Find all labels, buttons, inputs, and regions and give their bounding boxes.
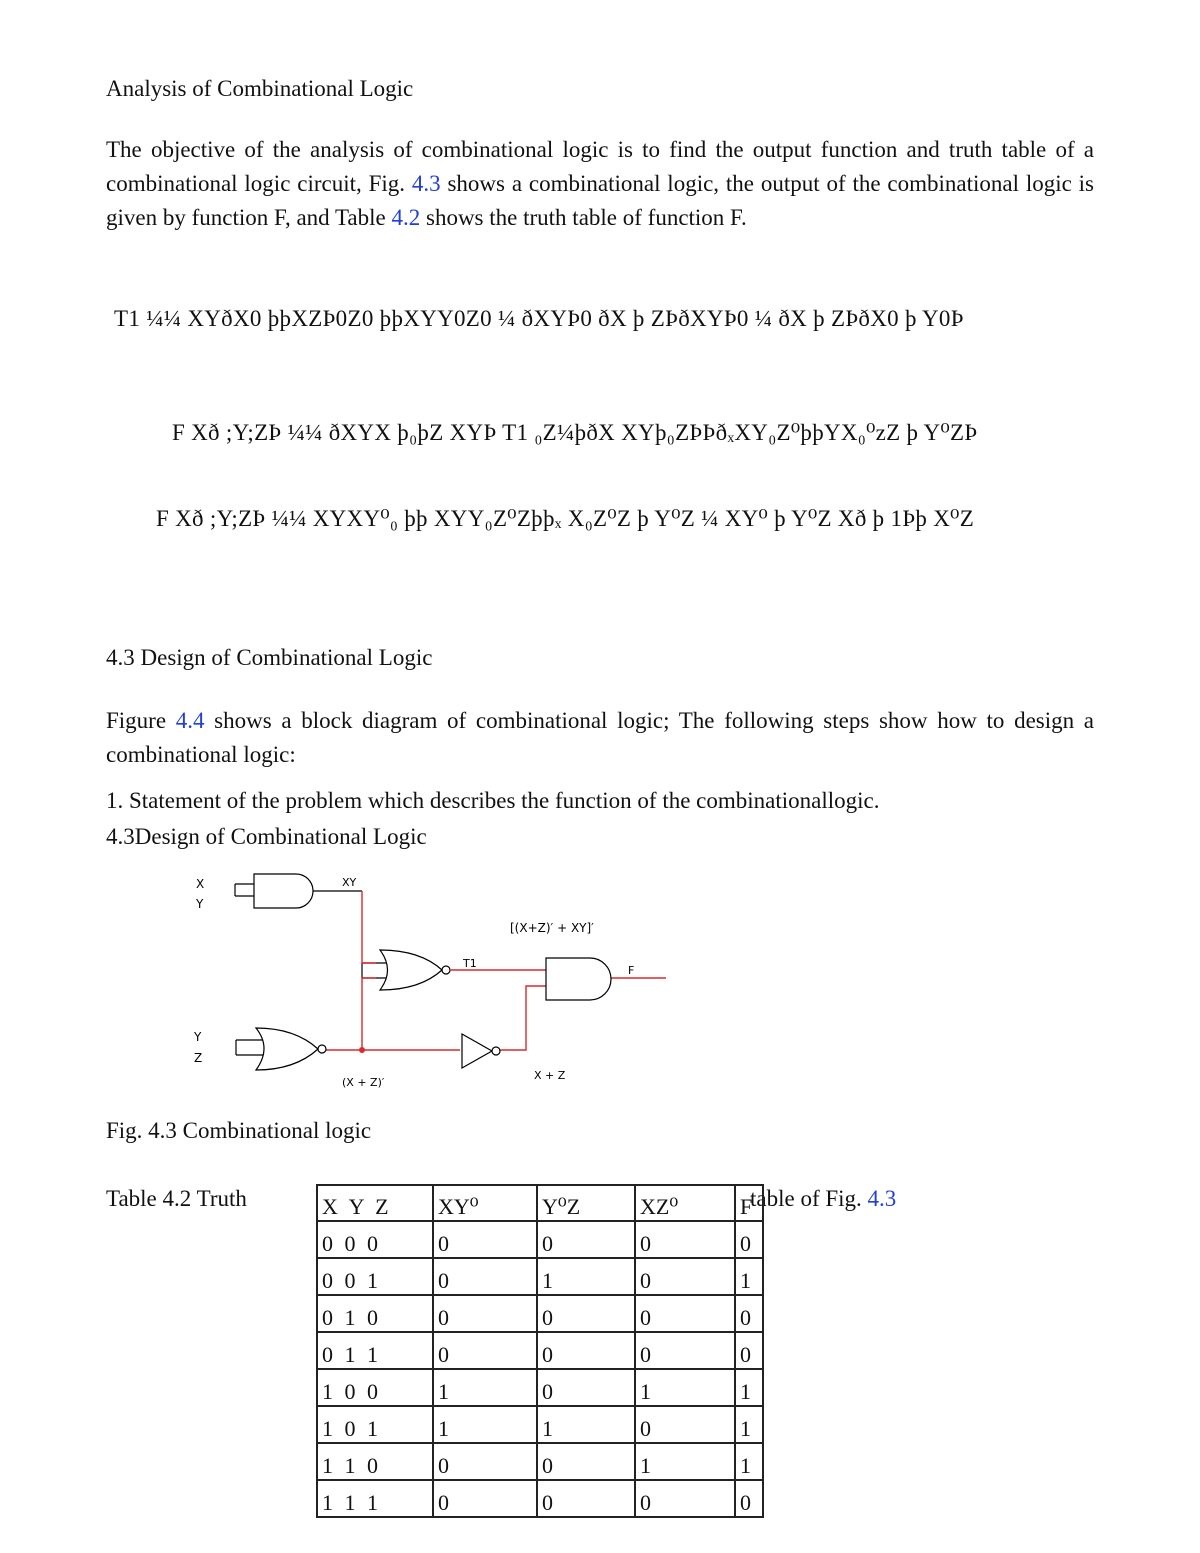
nor-gate-xz <box>236 1028 326 1070</box>
figure-ref-link[interactable]: 4.3 <box>411 171 441 196</box>
cell-f: 1 <box>735 1443 763 1480</box>
intro-text-3: shows the truth table of function F. <box>420 205 747 230</box>
equation-f-2: F Xð ;Y;ZÞ ¼¼ XYXY⁰₀ þþ XYY₀Z⁰Zþþₓ X₀Z⁰Z þ Y⁰Z ¼ XY⁰ þ Y⁰Z Xð þ 1Þþ X⁰Z <box>156 506 975 531</box>
header-xz-prime: XZ⁰ <box>635 1185 735 1221</box>
table-caption-right-text: table of Fig. <box>750 1186 868 1211</box>
cell-xz-prime: 0 <box>635 1332 735 1369</box>
cell-xyz: 1 1 1 <box>317 1480 433 1517</box>
cell-xy-prime: 0 <box>433 1332 537 1369</box>
table-row <box>317 1406 763 1443</box>
cell-y-prime-z: 1 <box>537 1406 635 1443</box>
header-xy-prime: XY⁰ <box>433 1185 537 1221</box>
label-x-plus-z: X + Z <box>534 1069 566 1082</box>
table-row <box>317 1258 763 1295</box>
cell-y-prime-z: 0 <box>537 1480 635 1517</box>
cell-xz-prime: 0 <box>635 1480 735 1517</box>
cell-xyz: 1 0 0 <box>317 1369 433 1406</box>
table-header-row <box>317 1185 763 1221</box>
cell-f: 0 <box>735 1221 763 1258</box>
table-row <box>317 1443 763 1480</box>
header-xyz: X Y Z <box>317 1185 433 1221</box>
truth-table <box>316 1184 764 1518</box>
table-caption-left: Table 4.2 Truth <box>106 1186 247 1211</box>
nor-gate-t1 <box>362 950 450 990</box>
cell-xz-prime: 0 <box>635 1406 735 1443</box>
label-t1: T1 <box>463 957 477 970</box>
table-caption-fig-link[interactable]: 4.3 <box>867 1186 897 1211</box>
signal-wires <box>326 891 666 1050</box>
input-label-x: X <box>196 877 205 891</box>
cell-xy-prime: 0 <box>433 1480 537 1517</box>
cell-y-prime-z: 0 <box>537 1369 635 1406</box>
cell-xz-prime: 0 <box>635 1258 735 1295</box>
input-label-y: Y <box>196 897 204 911</box>
table-row <box>317 1332 763 1369</box>
section-heading-analysis: Analysis of Combinational Logic <box>106 76 414 101</box>
cell-f: 1 <box>735 1258 763 1295</box>
design-paragraph <box>106 704 1094 772</box>
cell-xyz: 0 1 1 <box>317 1332 433 1369</box>
header-y-prime-z: Y⁰Z <box>537 1185 635 1221</box>
section-heading-design-repeat: 4.3Design of Combinational Logic <box>106 824 427 849</box>
table-row <box>317 1221 763 1258</box>
cell-xy-prime: 0 <box>433 1443 537 1480</box>
equation-t1: T1 ¼¼ XYðX0 þþXZÞ0Z0 þþXYY0Z0 ¼ ðXYÞ0 ðX þ ZÞðXYÞ0 ¼ ðX þ ZÞðX0 þ Y0Þ <box>114 306 964 331</box>
table-caption-right <box>750 1182 896 1216</box>
header-f: F <box>735 1185 763 1221</box>
cell-xz-prime: 0 <box>635 1295 735 1332</box>
design-text-2: shows a block diagram of combinational logic; The following steps show how to design a combinational logic: <box>106 708 1094 767</box>
cell-xy-prime: 1 <box>433 1369 537 1406</box>
cell-f: 1 <box>735 1369 763 1406</box>
cell-xyz: 0 0 1 <box>317 1258 433 1295</box>
cell-xy-prime: 0 <box>433 1295 537 1332</box>
table-row <box>317 1480 763 1517</box>
cell-y-prime-z: 0 <box>537 1443 635 1480</box>
cell-xyz: 0 1 0 <box>317 1295 433 1332</box>
cell-y-prime-z: 0 <box>537 1221 635 1258</box>
cell-f: 0 <box>735 1295 763 1332</box>
intro-text-2: shows a combinational logic, the output of the combinational logic is given by function F, and Table <box>106 171 1094 230</box>
cell-y-prime-z: 0 <box>537 1332 635 1369</box>
figure-4-4-link[interactable]: 4.4 <box>175 708 205 733</box>
figure-caption: Fig. 4.3 Combinational logic <box>106 1118 372 1143</box>
label-output-expression: [(X+Z)′ + XY]′ <box>510 921 594 935</box>
cell-f: 1 <box>735 1406 763 1443</box>
table-row <box>317 1295 763 1332</box>
cell-xy-prime: 1 <box>433 1406 537 1443</box>
junction-dot <box>359 1047 365 1053</box>
cell-xyz: 1 1 0 <box>317 1443 433 1480</box>
cell-xyz: 0 0 0 <box>317 1221 433 1258</box>
cell-xz-prime: 1 <box>635 1369 735 1406</box>
combinational-logic-diagram <box>180 860 680 1100</box>
cell-y-prime-z: 0 <box>537 1295 635 1332</box>
step-1-text: 1. Statement of the problem which describes the function of the combinationallogic. <box>106 788 880 813</box>
table-row <box>317 1369 763 1406</box>
design-text-1: Figure <box>106 708 176 733</box>
cell-xyz: 1 0 1 <box>317 1406 433 1443</box>
and-gate-f <box>546 958 611 1000</box>
intro-text-1: The objective of the analysis of combinational logic is to find the output function and truth table of a combinational logic circuit, Fig. <box>106 137 1094 196</box>
equation-f-1: F Xð ;Y;ZÞ ¼¼ ðXYX þ₀þZ XYÞ T1 ₀Z¼þðX XYþ₀ZÞÞðₓXY₀Z⁰þþYX₀⁰zZ þ Y⁰ZÞ <box>172 420 978 445</box>
intro-paragraph <box>106 133 1094 235</box>
cell-xy-prime: 0 <box>433 1258 537 1295</box>
input-label-y2: Y <box>194 1030 202 1044</box>
section-heading-design: 4.3 Design of Combinational Logic <box>106 645 433 670</box>
label-xz-complement: (X + Z)′ <box>342 1076 385 1089</box>
input-label-z: Z <box>194 1051 203 1065</box>
table-ref-link[interactable]: 4.2 <box>391 205 421 230</box>
cell-f: 0 <box>735 1332 763 1369</box>
label-xy: XY <box>342 876 357 889</box>
cell-xy-prime: 0 <box>433 1221 537 1258</box>
cell-xz-prime: 0 <box>635 1221 735 1258</box>
label-f: F <box>628 964 635 977</box>
cell-f: 0 <box>735 1480 763 1517</box>
cell-y-prime-z: 1 <box>537 1258 635 1295</box>
not-gate <box>462 1034 500 1068</box>
cell-xz-prime: 1 <box>635 1443 735 1480</box>
